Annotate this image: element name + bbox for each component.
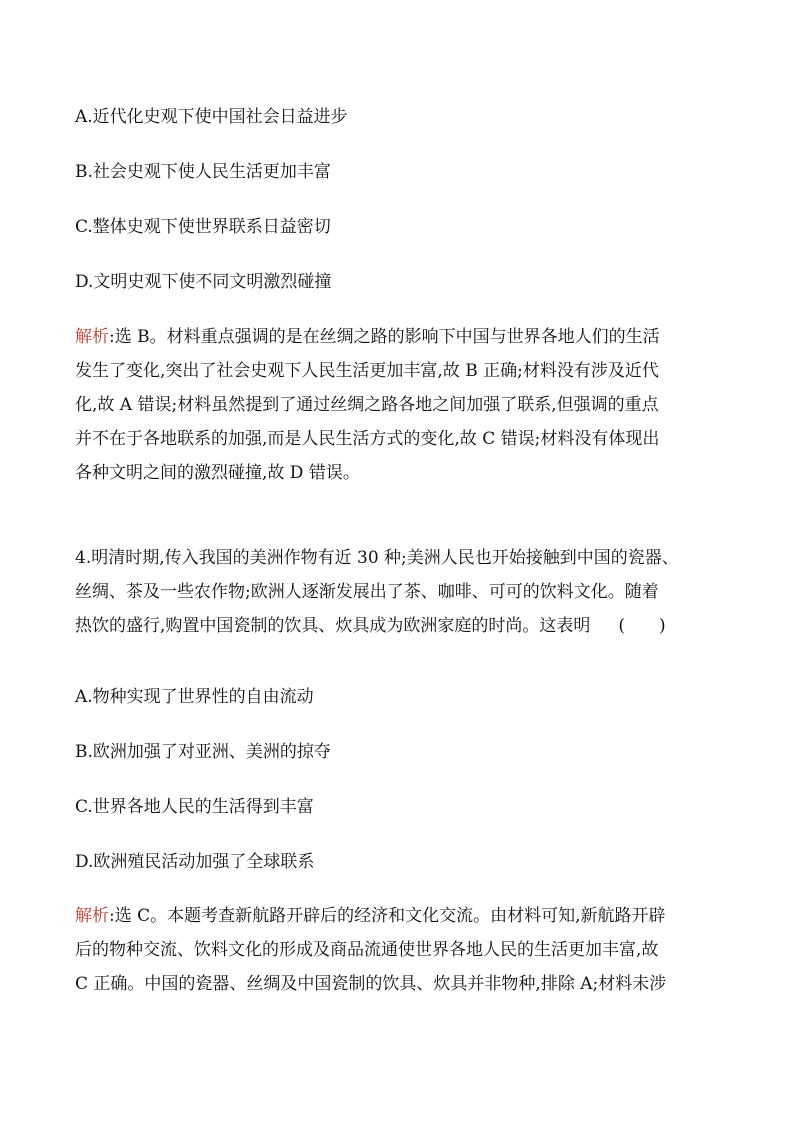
q4-option-c: C.世界各地人民的生活得到丰富 bbox=[75, 797, 314, 817]
q4-analysis-line-3: C 正确。中国的瓷器、丝绸及中国瓷制的饮具、炊具并非物种,排除 A;材料未涉 bbox=[75, 974, 667, 994]
q4-option-d: D.欧洲殖民活动加强了全球联系 bbox=[75, 852, 315, 872]
q3-option-d: D.文明史观下使不同文明激烈碰撞 bbox=[75, 272, 332, 292]
q4-stem-line-1: 4.明清时期,传入我国的美洲作物有近 30 种;美洲人民也开始接触到中国的瓷器、 bbox=[75, 548, 679, 568]
analysis-label: 解析 bbox=[75, 327, 109, 347]
q3-option-b: B.社会史观下使人民生活更加丰富 bbox=[75, 162, 331, 182]
q4-analysis-line-1: 解析:选 C。本题考查新航路开辟后的经济和文化交流。由材料可知,新航路开辟 bbox=[75, 906, 666, 926]
q3-analysis-line-5: 各种文明之间的激烈碰撞,故 D 错误。 bbox=[75, 463, 360, 483]
q4-stem-line-2: 丝绸、茶及一些农作物;欧洲人逐渐发展出了茶、咖啡、可可的饮料文化。随着 bbox=[75, 582, 659, 602]
q3-option-a: A.近代化史观下使中国社会日益进步 bbox=[75, 107, 348, 127]
q4-stem bbox=[75, 541, 725, 643]
q3-analysis-line-4: 并不在于各地联系的加强,而是人民生活方式的变化,故 C 错误;材料没有体现出 bbox=[75, 429, 660, 449]
analysis-label: 解析 bbox=[75, 906, 109, 926]
q4-stem-line-3: 热饮的盛行,购置中国瓷制的饮具、炊具成为欧洲家庭的时尚。这表明 ( ) bbox=[75, 609, 725, 643]
q3-option-c: C.整体史观下使世界联系日益密切 bbox=[75, 217, 331, 237]
q4-analysis-line-2: 后的物种交流、饮料文化的形成及商品流通使世界各地人民的生活更加丰富,故 bbox=[75, 940, 659, 960]
q4-analysis bbox=[75, 899, 725, 1001]
answer-blank: ( ) bbox=[618, 616, 666, 636]
q3-analysis-line-3: 化,故 A 错误;材料虽然提到了通过丝绸之路各地之间加强了联系,但强调的重点 bbox=[75, 395, 659, 415]
q3-analysis-line-1: 解析:选 B。材料重点强调的是在丝绸之路的影响下中国与世界各地人们的生活 bbox=[75, 327, 660, 347]
q4-option-a: A.物种实现了世界性的自由流动 bbox=[75, 687, 314, 707]
q3-analysis-line-2: 发生了变化,突出了社会史观下人民生活更加丰富,故 B 正确;材料没有涉及近代 bbox=[75, 361, 659, 381]
q3-analysis bbox=[75, 320, 725, 490]
q4-option-b: B.欧洲加强了对亚洲、美洲的掠夺 bbox=[75, 742, 331, 762]
